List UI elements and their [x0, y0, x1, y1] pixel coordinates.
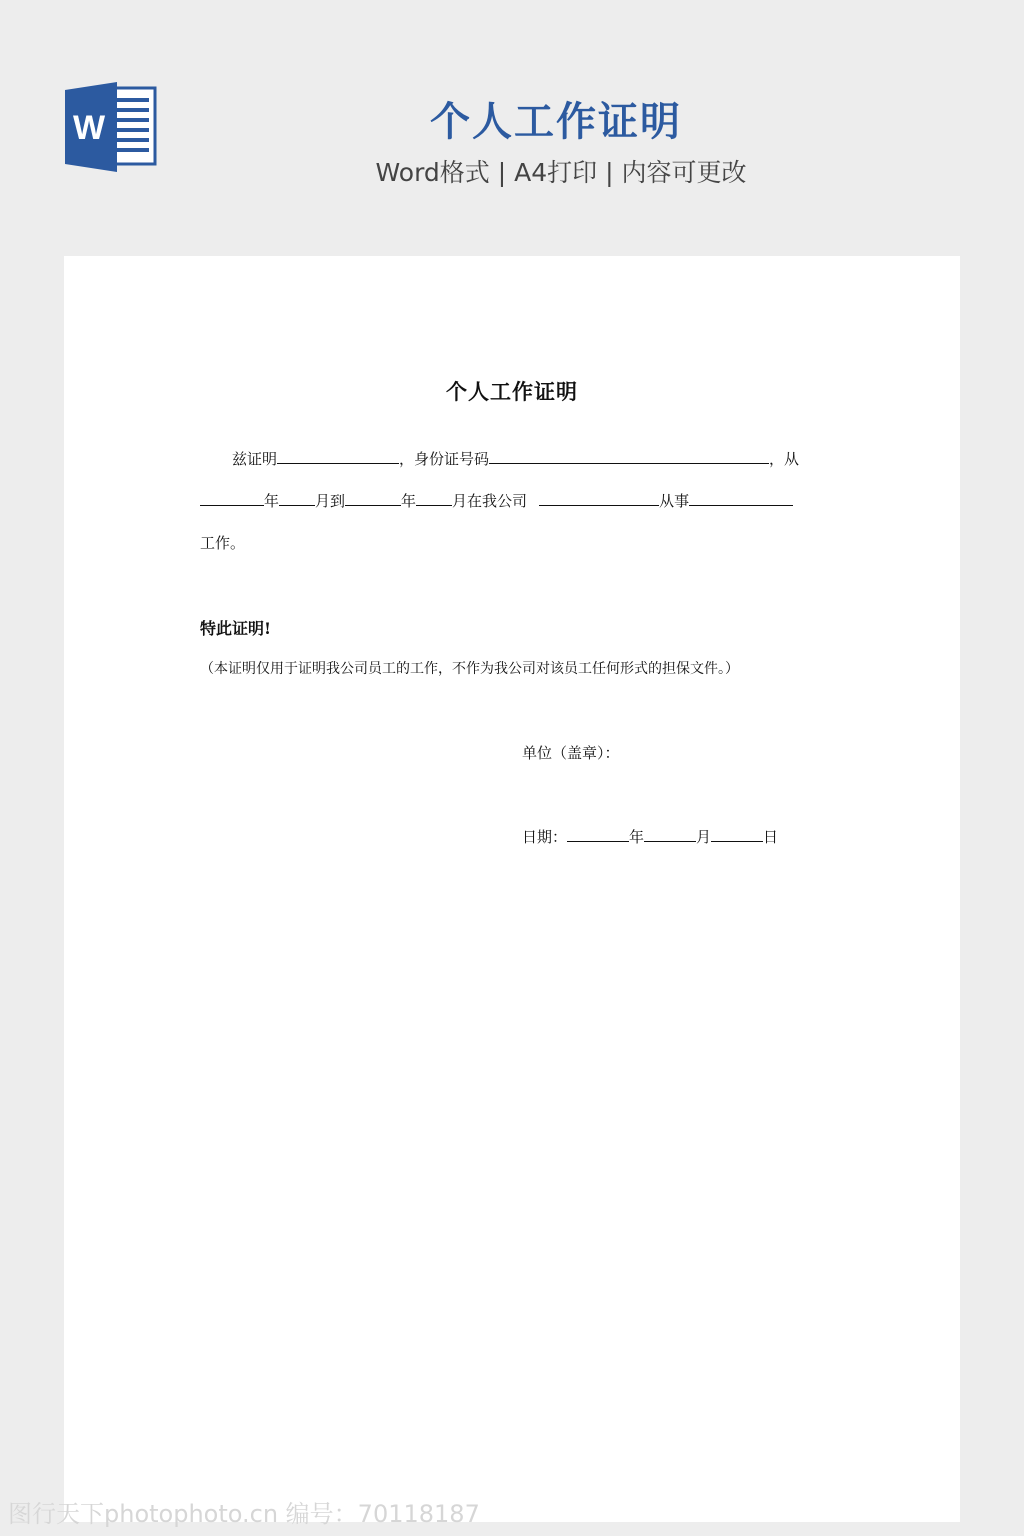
line1-text-a: 兹证明 [232, 450, 278, 468]
department-blank[interactable] [539, 491, 659, 506]
promo-title: 个人工作证明 [430, 99, 682, 145]
id-number-blank[interactable] [489, 449, 769, 464]
date-year-blank[interactable] [567, 827, 629, 842]
start-year-blank[interactable] [200, 491, 264, 506]
date-line [522, 826, 778, 847]
document-page [64, 256, 960, 1522]
end-year-blank[interactable] [345, 491, 401, 506]
unit-seal-label: 单位（盖章）： [522, 744, 620, 762]
document-title: 个人工作证明 [446, 379, 578, 404]
certificate-line-1 [232, 448, 799, 469]
date-year-text: 年 [629, 828, 645, 846]
date-day-blank[interactable] [711, 827, 763, 842]
position-blank[interactable] [689, 491, 793, 506]
disclaimer-note: （本证明仅用于证明我公司员工的工作，不作为我公司对该员工任何形式的担保文件。） [200, 661, 739, 677]
line2-text-c: 年 [401, 492, 417, 510]
promo-subtitle: Word格式 | A4打印 | 内容可更改 [375, 158, 747, 187]
start-month-blank[interactable] [279, 491, 315, 506]
line1-text-b: ，身份证号码 [399, 450, 490, 468]
certify-statement: 特此证明! [200, 619, 272, 638]
watermark: 图行天下photophoto.cn 编号：70118187 [8, 1500, 480, 1528]
certificate-line-2 [200, 490, 793, 511]
line2-text-e: 从事 [659, 492, 690, 510]
line2-text-d: 月在我公司 [452, 492, 528, 510]
date-month-blank[interactable] [644, 827, 696, 842]
line2-text-a: 年 [264, 492, 280, 510]
line2-text-b: 月到 [315, 492, 346, 510]
certificate-line-3: 工作。 [200, 534, 246, 552]
end-month-blank[interactable] [416, 491, 452, 506]
word-logo-letter: W [72, 109, 106, 147]
date-label: 日期： [522, 828, 568, 846]
date-month-text: 月 [696, 828, 712, 846]
date-day-text: 日 [763, 828, 779, 846]
line1-text-c: ，从 [769, 450, 800, 468]
name-blank[interactable] [277, 449, 399, 464]
